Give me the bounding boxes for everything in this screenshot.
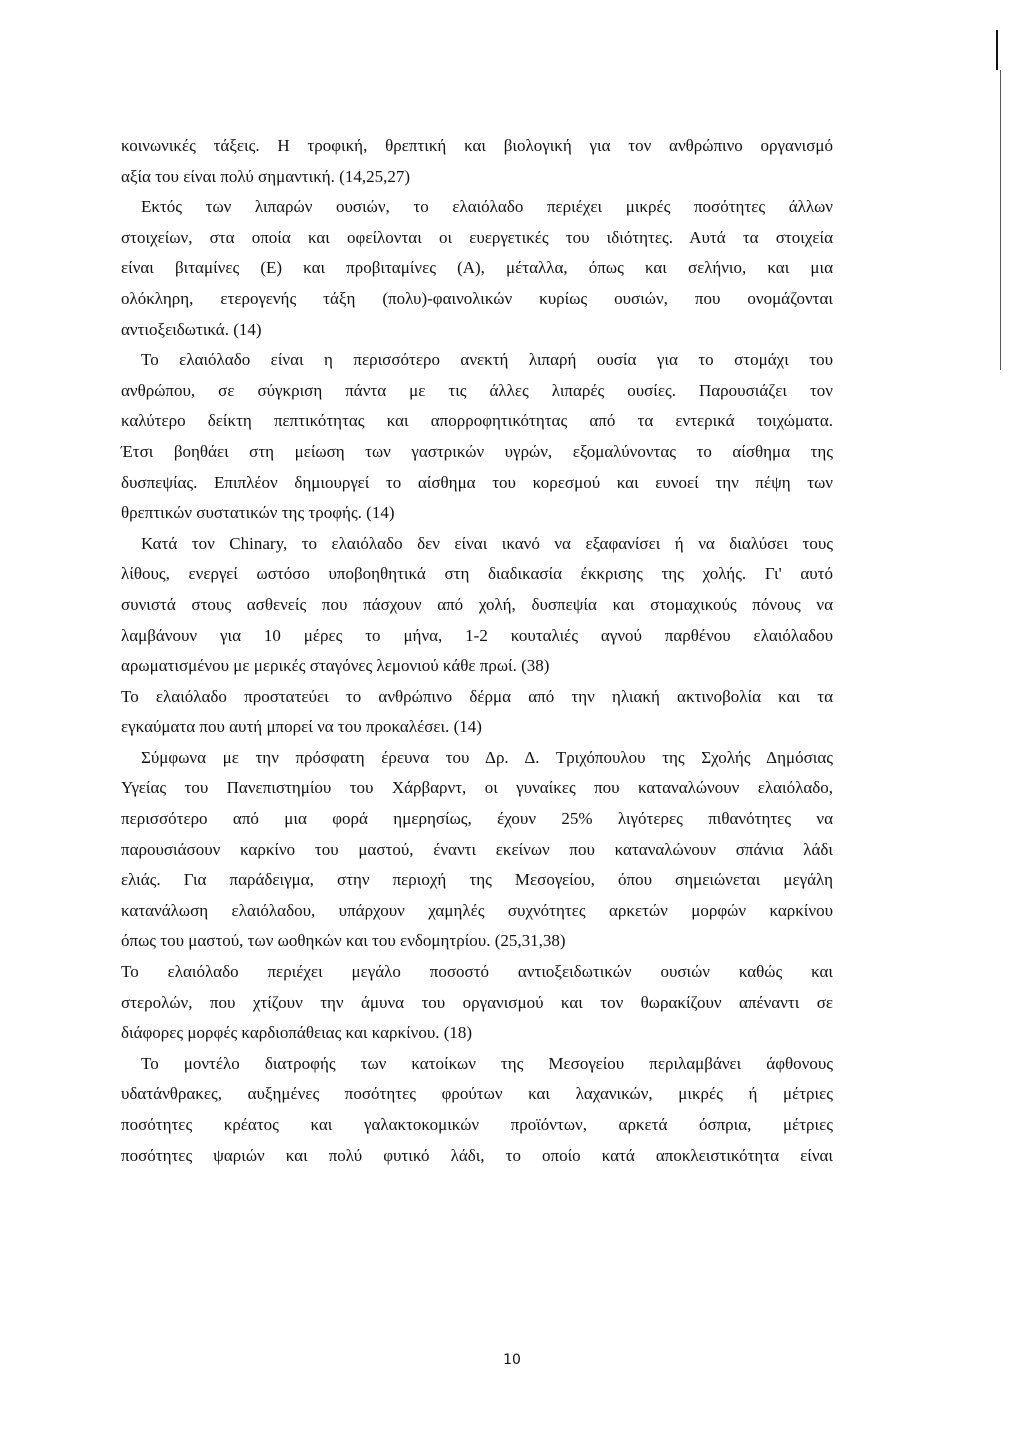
text-line: όπως του μαστού, των ωοθηκών και του ενδομητρίου. (25,31,38) — [121, 931, 566, 951]
text-line: ελιάς. Για παράδειγμα, στην περιοχή της Μεσογείου, όπου σημειώνεται μεγάλη — [121, 870, 833, 890]
text-line: περισσότερο από μια φορά ημερησίως, έχουν 25% λιγότερες πιθανότητες να — [121, 809, 833, 829]
text-line: Το ελαιόλαδο προστατεύει το ανθρώπινο δέρμα από την ηλιακή ακτινοβολία και τα — [121, 686, 833, 706]
paragraph — [121, 131, 833, 192]
text-line: Έτσι βοηθάει στη μείωση των γαστρικών υγρών, εξομαλύνοντας το αίσθημα της — [121, 441, 833, 461]
text-line: ανθρώπου, σε σύγκριση πάντα με τις άλλες λιπαρές ουσίες. Παρουσιάζει τον — [121, 380, 833, 400]
text-line: ποσότητες ψαριών και πολύ φυτικό λάδι, το οποίο κατά αποκλειστικότητα είναι — [121, 1145, 833, 1165]
paragraph — [121, 345, 833, 529]
text-line: κοινωνικές τάξεις. Η τροφική, θρεπτική και βιολογική για τον ανθρώπινο οργανισμό — [121, 136, 833, 155]
text-line: αξία του είναι πολύ σημαντική. (14,25,27) — [121, 166, 410, 186]
text-line: υδατάνθρακες, αυξημένες ποσότητες φρούτων και λαχανικών, μικρές ή μέτριες — [121, 1084, 833, 1104]
paragraph — [121, 957, 833, 1049]
text-line: αντιοξειδωτικά. (14) — [121, 319, 262, 339]
document-body — [121, 131, 833, 1171]
text-line: είναι βιταμίνες (Ε) και προβιταμίνες (Α), μέταλλα, όπως και σελήνιο, και μια — [121, 258, 833, 278]
text-line: συνιστά στους ασθενείς που πάσχουν από χολή, δυσπεψία και στομαχικούς πόνους να — [121, 594, 833, 614]
text-line: θρεπτικών συστατικών της τροφής. (14) — [121, 503, 395, 523]
text-line: ποσότητες κρέατος και γαλακτοκομικών προϊόντων, αρκετά όσπρια, μέτριες — [121, 1115, 833, 1134]
text-line: Το μοντέλο διατροφής των κατοίκων της Μεσογείου περιλαμβάνει άφθονους — [141, 1053, 833, 1073]
paragraph — [121, 1049, 833, 1171]
paragraph — [121, 192, 833, 345]
text-line: λαμβάνουν για 10 μέρες το μήνα, 1-2 κουταλιές αγνού παρθένου ελαιόλαδου — [121, 625, 833, 645]
text-line: Το ελαιόλαδο περιέχει μεγάλο ποσοστό αντιοξειδωτικών ουσιών καθώς και — [121, 962, 833, 982]
text-line: καλύτερο δείκτη πεπτικότητας και απορροφητικότητας από τα εντερικά τοιχώματα. — [121, 411, 833, 431]
text-line: Εκτός των λιπαρών ουσιών, το ελαιόλαδο περιέχει μικρές ποσότητες άλλων — [141, 197, 833, 217]
text-line: παρουσιάσουν καρκίνο του μαστού, έναντι εκείνων που καταναλώνουν σπάνια λάδι — [121, 839, 833, 859]
scan-edge-mark — [996, 30, 998, 70]
text-line: λίθους, ενεργεί ωστόσο υποβοηθητικά στη διαδικασία έκκρισης της χολής. Γι' αυτό — [121, 564, 833, 584]
text-line: Το ελαιόλαδο είναι η περισσότερο ανεκτή λιπαρή ουσία για το στομάχι του — [141, 350, 833, 370]
text-line: Υγείας του Πανεπιστημίου του Χάρβαρντ, οι γυναίκες που καταναλώνουν ελαιόλαδο, — [121, 778, 833, 798]
text-line: ολόκληρη, ετερογενής τάξη (πολυ)-φαινολικών κυρίως ουσιών, που ονομάζονται — [121, 288, 833, 308]
text-line: στερολών, που χτίζουν την άμυνα του οργανισμού και τον θωρακίζουν απέναντι σε — [121, 992, 833, 1012]
text-line: εγκαύματα που αυτή μπορεί να του προκαλέσει. (14) — [121, 717, 482, 737]
paragraph — [121, 743, 833, 957]
text-line: στοιχείων, στα οποία και οφείλονται οι ευεργετικές του ιδιότητες. Αυτά τα στοιχεία — [121, 227, 833, 247]
text-line: αρωματισμένου με μερικές σταγόνες λεμονιού κάθε πρωί. (38) — [121, 656, 550, 676]
text-line: κατανάλωση ελαιόλαδου, υπάρχουν χαμηλές συχνότητες αρκετών μορφών καρκίνου — [121, 900, 833, 920]
paragraph — [121, 682, 833, 743]
paragraph — [121, 529, 833, 682]
text-line: Σύμφωνα με την πρόσφατη έρευνα του Δρ. Δ. Τριχόπουλου της Σχολής Δημόσιας — [141, 747, 833, 767]
scan-edge-line — [1000, 70, 1001, 370]
text-line: δυσπεψίας. Επιπλέον δημιουργεί το αίσθημα του κορεσμού και ευνοεί την πέψη των — [121, 472, 833, 492]
page-number: 10 — [503, 1352, 521, 1368]
text-line: διάφορες μορφές καρδιοπάθειας και καρκίνου. (18) — [121, 1023, 473, 1043]
text-line: Κατά τον Chinary, το ελαιόλαδο δεν είναι ικανό να εξαφανίσει ή να διαλύσει τους — [141, 533, 833, 553]
